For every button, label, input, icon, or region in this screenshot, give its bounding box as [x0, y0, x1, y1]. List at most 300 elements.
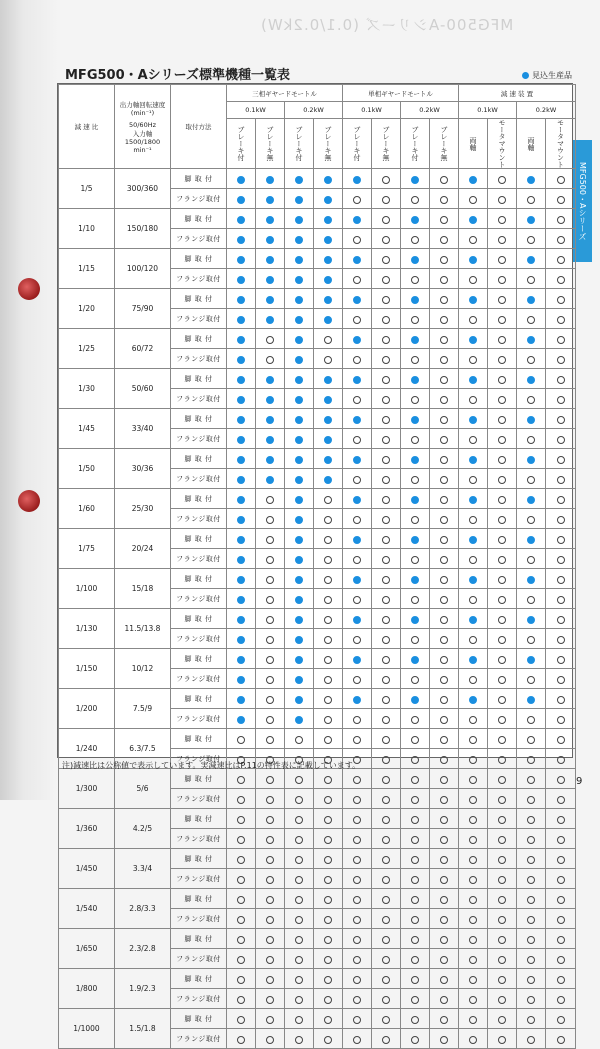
availability-cell — [488, 909, 517, 929]
availability-cell — [285, 569, 314, 589]
availability-cell — [488, 629, 517, 649]
empty-circle-icon — [440, 896, 448, 904]
filled-circle-icon — [266, 456, 274, 464]
filled-circle-icon — [237, 536, 245, 544]
empty-circle-icon — [440, 196, 448, 204]
ratio-cell: 1/45 — [59, 409, 115, 449]
availability-cell — [285, 229, 314, 249]
mount-cell: フランジ取付 — [171, 789, 227, 809]
table-row — [59, 929, 576, 949]
mount-cell: 脚 取 付 — [171, 729, 227, 749]
availability-cell — [227, 209, 256, 229]
empty-circle-icon — [266, 816, 274, 824]
mount-cell: 脚 取 付 — [171, 329, 227, 349]
availability-cell — [343, 829, 372, 849]
filled-circle-icon — [266, 176, 274, 184]
availability-cell — [285, 629, 314, 649]
empty-circle-icon — [557, 516, 565, 524]
availability-cell — [314, 189, 343, 209]
availability-cell — [372, 289, 401, 309]
availability-cell — [227, 569, 256, 589]
table-body — [59, 169, 576, 1049]
availability-cell — [401, 729, 430, 749]
mount-cell: 脚 取 付 — [171, 809, 227, 829]
availability-cell — [488, 529, 517, 549]
availability-cell — [227, 229, 256, 249]
speed-cell: 33/40 — [115, 409, 171, 449]
availability-cell — [517, 689, 546, 709]
empty-circle-icon — [324, 836, 332, 844]
mount-cell: フランジ取付 — [171, 389, 227, 409]
availability-cell — [459, 569, 488, 589]
empty-circle-icon — [527, 476, 535, 484]
filled-circle-icon — [353, 616, 361, 624]
empty-circle-icon — [557, 776, 565, 784]
availability-cell — [285, 289, 314, 309]
availability-cell — [343, 249, 372, 269]
empty-circle-icon — [498, 636, 506, 644]
availability-cell — [401, 249, 430, 269]
availability-cell — [314, 949, 343, 969]
empty-circle-icon — [469, 916, 477, 924]
empty-circle-icon — [382, 516, 390, 524]
availability-cell — [372, 589, 401, 609]
mount-cell: 脚 取 付 — [171, 369, 227, 389]
availability-cell — [227, 369, 256, 389]
empty-circle-icon — [353, 316, 361, 324]
availability-cell — [285, 789, 314, 809]
availability-cell — [314, 809, 343, 829]
availability-cell — [546, 709, 576, 729]
page-number: 9 — [576, 776, 583, 787]
availability-cell — [314, 329, 343, 349]
ratio-cell: 1/650 — [59, 929, 115, 969]
availability-cell — [401, 989, 430, 1009]
availability-cell — [372, 669, 401, 689]
empty-circle-icon — [469, 316, 477, 324]
availability-cell — [372, 609, 401, 629]
empty-circle-icon — [266, 656, 274, 664]
header-mount: 取付方法 — [171, 85, 227, 169]
availability-cell — [488, 549, 517, 569]
empty-circle-icon — [353, 436, 361, 444]
filled-circle-icon — [266, 376, 274, 384]
empty-circle-icon — [382, 636, 390, 644]
availability-cell — [372, 269, 401, 289]
filled-circle-icon — [324, 196, 332, 204]
availability-cell — [256, 529, 285, 549]
availability-cell — [343, 409, 372, 429]
filled-circle-icon — [324, 176, 332, 184]
empty-circle-icon — [440, 576, 448, 584]
availability-cell — [459, 509, 488, 529]
availability-cell — [546, 869, 576, 889]
filled-circle-icon — [353, 416, 361, 424]
availability-cell — [256, 489, 285, 509]
availability-cell — [372, 829, 401, 849]
empty-circle-icon — [440, 776, 448, 784]
availability-cell — [488, 829, 517, 849]
availability-cell — [314, 609, 343, 629]
filled-circle-icon — [237, 256, 245, 264]
availability-cell — [227, 469, 256, 489]
filled-circle-icon — [237, 336, 245, 344]
empty-circle-icon — [527, 596, 535, 604]
empty-circle-icon — [353, 236, 361, 244]
availability-cell — [488, 749, 517, 769]
availability-cell — [517, 969, 546, 989]
availability-cell — [401, 389, 430, 409]
speed-cell: 25/30 — [115, 489, 171, 529]
empty-circle-icon — [498, 196, 506, 204]
filled-circle-icon — [527, 456, 535, 464]
empty-circle-icon — [527, 556, 535, 564]
availability-cell — [343, 529, 372, 549]
filled-circle-icon — [353, 696, 361, 704]
empty-circle-icon — [469, 996, 477, 1004]
filled-circle-icon — [266, 256, 274, 264]
availability-cell — [430, 529, 459, 549]
filled-circle-icon — [324, 416, 332, 424]
empty-circle-icon — [557, 556, 565, 564]
filled-circle-icon — [324, 436, 332, 444]
empty-circle-icon — [498, 676, 506, 684]
filled-circle-icon — [266, 416, 274, 424]
empty-circle-icon — [440, 836, 448, 844]
availability-cell — [372, 729, 401, 749]
empty-circle-icon — [382, 876, 390, 884]
header-sub: ブレーキ付 — [401, 119, 430, 169]
filled-circle-icon — [237, 636, 245, 644]
availability-cell — [488, 929, 517, 949]
empty-circle-icon — [382, 1036, 390, 1044]
availability-cell — [401, 809, 430, 829]
filled-circle-icon — [353, 496, 361, 504]
availability-cell — [430, 729, 459, 749]
empty-circle-icon — [411, 596, 419, 604]
empty-circle-icon — [557, 756, 565, 764]
availability-cell — [546, 169, 576, 189]
empty-circle-icon — [237, 876, 245, 884]
empty-circle-icon — [527, 636, 535, 644]
empty-circle-icon — [237, 1016, 245, 1024]
empty-circle-icon — [411, 976, 419, 984]
availability-cell — [517, 409, 546, 429]
filled-circle-icon — [237, 436, 245, 444]
ratio-cell: 1/10 — [59, 209, 115, 249]
empty-circle-icon — [353, 976, 361, 984]
filled-circle-icon — [266, 396, 274, 404]
empty-circle-icon — [353, 1016, 361, 1024]
availability-cell — [372, 229, 401, 249]
mount-cell: フランジ取付 — [171, 269, 227, 289]
empty-circle-icon — [440, 936, 448, 944]
empty-circle-icon — [411, 1036, 419, 1044]
empty-circle-icon — [324, 876, 332, 884]
availability-cell — [459, 469, 488, 489]
availability-cell — [517, 269, 546, 289]
empty-circle-icon — [324, 556, 332, 564]
filled-circle-icon — [237, 316, 245, 324]
filled-circle-icon — [266, 196, 274, 204]
availability-cell — [343, 989, 372, 1009]
availability-cell — [546, 729, 576, 749]
filled-circle-icon — [411, 496, 419, 504]
empty-circle-icon — [382, 396, 390, 404]
empty-circle-icon — [324, 576, 332, 584]
filled-circle-icon — [295, 476, 303, 484]
filled-circle-icon — [237, 656, 245, 664]
speed-cell: 75/90 — [115, 289, 171, 329]
availability-cell — [227, 849, 256, 869]
availability-cell — [256, 389, 285, 409]
empty-circle-icon — [266, 596, 274, 604]
availability-cell — [430, 689, 459, 709]
filled-circle-icon — [469, 216, 477, 224]
availability-cell — [256, 689, 285, 709]
header-sub: ブレーキ無 — [256, 119, 285, 169]
availability-cell — [401, 549, 430, 569]
empty-circle-icon — [324, 536, 332, 544]
ratio-cell: 1/15 — [59, 249, 115, 289]
availability-cell — [227, 349, 256, 369]
filled-circle-icon — [469, 456, 477, 464]
availability-cell — [459, 729, 488, 749]
availability-cell — [488, 389, 517, 409]
availability-cell — [401, 1029, 430, 1049]
availability-cell — [430, 829, 459, 849]
empty-circle-icon — [527, 236, 535, 244]
empty-circle-icon — [382, 736, 390, 744]
availability-cell — [430, 229, 459, 249]
show-through-title: MFG500-Aシリーズ (0.1/0.2kW) — [260, 16, 514, 34]
empty-circle-icon — [469, 756, 477, 764]
empty-circle-icon — [440, 256, 448, 264]
availability-cell — [517, 989, 546, 1009]
empty-circle-icon — [382, 656, 390, 664]
availability-cell — [546, 189, 576, 209]
filled-circle-icon — [411, 296, 419, 304]
empty-circle-icon — [469, 636, 477, 644]
empty-circle-icon — [411, 936, 419, 944]
availability-cell — [343, 189, 372, 209]
mount-cell: 脚 取 付 — [171, 449, 227, 469]
empty-circle-icon — [411, 676, 419, 684]
availability-cell — [256, 909, 285, 929]
ratio-cell: 1/50 — [59, 449, 115, 489]
availability-cell — [459, 169, 488, 189]
availability-cell — [314, 549, 343, 569]
binder-hole-top — [18, 278, 40, 300]
availability-cell — [256, 809, 285, 829]
mount-cell: 脚 取 付 — [171, 889, 227, 909]
availability-cell — [372, 1029, 401, 1049]
empty-circle-icon — [382, 916, 390, 924]
availability-cell — [401, 309, 430, 329]
availability-cell — [401, 409, 430, 429]
availability-cell — [401, 449, 430, 469]
availability-cell — [227, 1029, 256, 1049]
empty-circle-icon — [266, 356, 274, 364]
availability-cell — [256, 329, 285, 349]
header-speed: 出力軸回転速度 (min⁻¹) 50/60Hz 入力軸 1500/1800 min⁻¹ — [115, 85, 171, 169]
empty-circle-icon — [527, 676, 535, 684]
availability-cell — [372, 509, 401, 529]
empty-circle-icon — [237, 936, 245, 944]
availability-cell — [227, 429, 256, 449]
empty-circle-icon — [498, 356, 506, 364]
availability-cell — [517, 1009, 546, 1029]
availability-cell — [314, 229, 343, 249]
mount-cell: フランジ取付 — [171, 949, 227, 969]
empty-circle-icon — [440, 596, 448, 604]
availability-cell — [488, 289, 517, 309]
empty-circle-icon — [557, 676, 565, 684]
availability-cell — [256, 849, 285, 869]
empty-circle-icon — [557, 816, 565, 824]
availability-cell — [285, 669, 314, 689]
empty-circle-icon — [382, 296, 390, 304]
empty-circle-icon — [557, 376, 565, 384]
empty-circle-icon — [557, 456, 565, 464]
empty-circle-icon — [557, 436, 565, 444]
filled-circle-icon — [324, 256, 332, 264]
mount-cell: 脚 取 付 — [171, 249, 227, 269]
header-sub: 両軸 — [517, 119, 546, 169]
filled-circle-icon — [237, 176, 245, 184]
empty-circle-icon — [557, 836, 565, 844]
header-ratio: 減 速 比 — [59, 85, 115, 169]
availability-cell — [285, 709, 314, 729]
empty-circle-icon — [353, 896, 361, 904]
empty-circle-icon — [557, 236, 565, 244]
mount-cell: フランジ取付 — [171, 429, 227, 449]
availability-cell — [459, 749, 488, 769]
availability-cell — [488, 649, 517, 669]
mount-cell: フランジ取付 — [171, 989, 227, 1009]
mount-cell: 脚 取 付 — [171, 169, 227, 189]
availability-cell — [401, 569, 430, 589]
availability-cell — [227, 309, 256, 329]
availability-cell — [372, 569, 401, 589]
empty-circle-icon — [440, 176, 448, 184]
empty-circle-icon — [557, 256, 565, 264]
empty-circle-icon — [411, 716, 419, 724]
empty-circle-icon — [440, 436, 448, 444]
empty-circle-icon — [353, 676, 361, 684]
availability-cell — [256, 989, 285, 1009]
empty-circle-icon — [469, 776, 477, 784]
availability-cell — [285, 509, 314, 529]
empty-circle-icon — [382, 956, 390, 964]
availability-cell — [459, 969, 488, 989]
availability-cell — [430, 169, 459, 189]
empty-circle-icon — [237, 916, 245, 924]
availability-cell — [546, 1009, 576, 1029]
availability-cell — [401, 329, 430, 349]
availability-cell — [285, 689, 314, 709]
ratio-cell: 1/25 — [59, 329, 115, 369]
filled-circle-icon — [527, 536, 535, 544]
empty-circle-icon — [411, 776, 419, 784]
availability-cell — [285, 989, 314, 1009]
table-row — [59, 689, 576, 709]
empty-circle-icon — [295, 736, 303, 744]
empty-circle-icon — [498, 896, 506, 904]
availability-cell — [314, 889, 343, 909]
availability-cell — [227, 189, 256, 209]
availability-cell — [372, 349, 401, 369]
mount-cell: フランジ取付 — [171, 469, 227, 489]
availability-cell — [401, 269, 430, 289]
availability-cell — [314, 789, 343, 809]
availability-cell — [227, 169, 256, 189]
empty-circle-icon — [382, 936, 390, 944]
empty-circle-icon — [440, 756, 448, 764]
availability-cell — [256, 409, 285, 429]
empty-circle-icon — [469, 396, 477, 404]
empty-circle-icon — [527, 976, 535, 984]
filled-circle-icon — [295, 256, 303, 264]
mount-cell: 脚 取 付 — [171, 929, 227, 949]
speed-cell: 150/180 — [115, 209, 171, 249]
filled-circle-icon — [295, 716, 303, 724]
availability-cell — [488, 589, 517, 609]
filled-circle-icon — [324, 276, 332, 284]
availability-cell — [488, 209, 517, 229]
empty-circle-icon — [469, 476, 477, 484]
availability-cell — [343, 1009, 372, 1029]
availability-cell — [343, 329, 372, 349]
mount-cell: 脚 取 付 — [171, 529, 227, 549]
availability-cell — [546, 889, 576, 909]
filled-circle-icon — [266, 276, 274, 284]
table-row — [59, 169, 576, 189]
availability-cell — [285, 429, 314, 449]
availability-cell — [517, 369, 546, 389]
empty-circle-icon — [469, 276, 477, 284]
page-title: MFG500・Aシリーズ標準機種一覧表 — [65, 68, 291, 83]
empty-circle-icon — [557, 656, 565, 664]
availability-cell — [314, 909, 343, 929]
availability-cell — [430, 909, 459, 929]
mount-cell: 脚 取 付 — [171, 209, 227, 229]
availability-cell — [256, 269, 285, 289]
availability-cell — [285, 1029, 314, 1049]
availability-cell — [430, 189, 459, 209]
empty-circle-icon — [353, 276, 361, 284]
speed-cell: 10/12 — [115, 649, 171, 689]
empty-circle-icon — [527, 816, 535, 824]
empty-circle-icon — [295, 1016, 303, 1024]
availability-cell — [227, 929, 256, 949]
filled-circle-icon — [237, 596, 245, 604]
empty-circle-icon — [295, 896, 303, 904]
empty-circle-icon — [266, 556, 274, 564]
filled-circle-icon — [237, 696, 245, 704]
availability-cell — [256, 589, 285, 609]
availability-cell — [546, 229, 576, 249]
empty-circle-icon — [469, 856, 477, 864]
header-power: 0.1kW — [227, 102, 285, 119]
filled-circle-icon — [527, 696, 535, 704]
availability-cell — [459, 449, 488, 469]
availability-cell — [227, 289, 256, 309]
availability-cell — [314, 769, 343, 789]
table-row — [59, 529, 576, 549]
availability-cell — [430, 649, 459, 669]
empty-circle-icon — [353, 936, 361, 944]
